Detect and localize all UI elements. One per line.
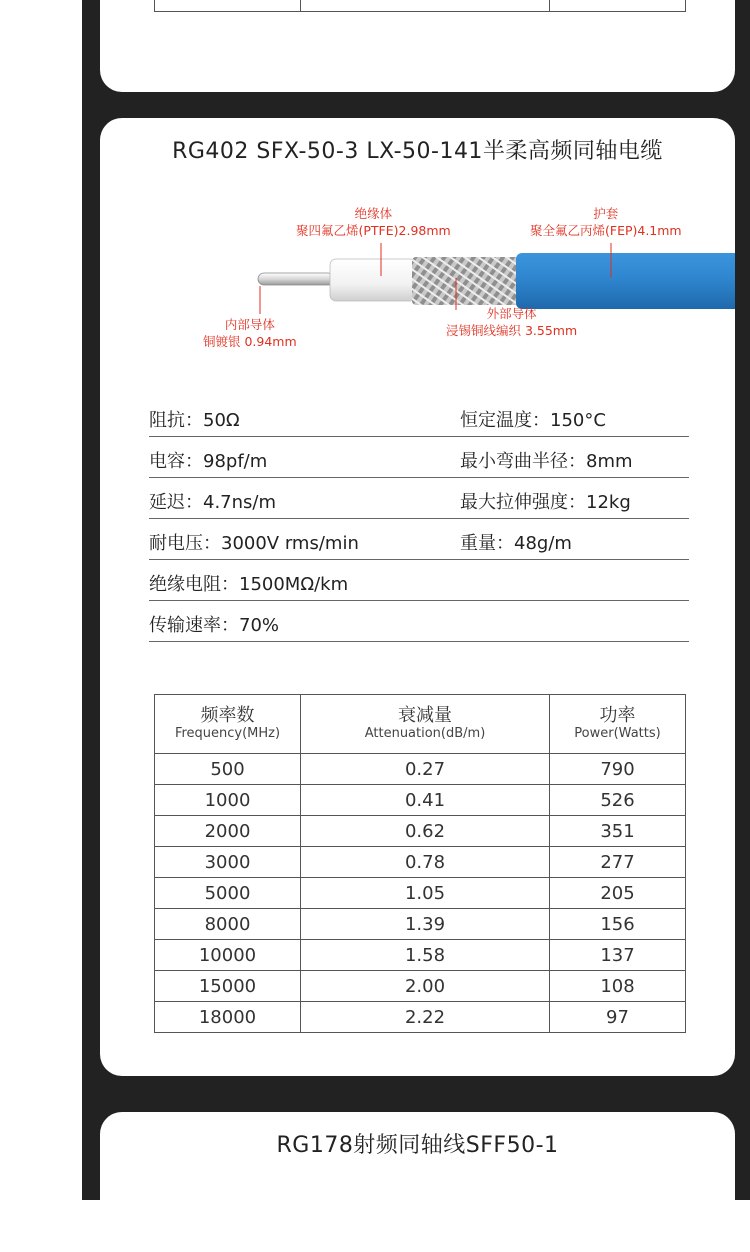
outer-conductor-label-spec: 浸锡铜线编织 3.55mm bbox=[446, 322, 578, 338]
properties-list bbox=[149, 396, 689, 642]
header-frequency-cn: 频率数 bbox=[200, 705, 255, 727]
product-card-rg402 bbox=[100, 118, 735, 1076]
previous-product-card bbox=[100, 0, 735, 92]
property-tensile-strength: 最大拉伸强度：12kg bbox=[460, 492, 631, 513]
table-cell: 0.78 bbox=[301, 847, 550, 878]
table-row bbox=[155, 785, 686, 816]
insulation-layer bbox=[330, 259, 416, 301]
insulation-label-name: 绝缘体 bbox=[354, 206, 393, 221]
inner-conductor-label-name: 内部导体 bbox=[224, 317, 275, 332]
inner-conductor-label bbox=[203, 317, 297, 351]
next-product-title: RG178射频同轴线SFF50-1 bbox=[276, 1133, 559, 1158]
header-attenuation-en: Attenuation(dB/m) bbox=[364, 725, 486, 741]
table-cell: 500 bbox=[155, 754, 301, 785]
property-temperature: 恒定温度：150°C bbox=[460, 410, 606, 431]
property-weight: 重量：48g/m bbox=[460, 533, 572, 554]
property-row bbox=[149, 560, 689, 601]
property-capacitance: 电容：98pf/m bbox=[149, 451, 268, 472]
property-velocity: 传输速率：70% bbox=[149, 615, 280, 636]
table-cell: 10000 bbox=[155, 940, 301, 971]
jacket-layer bbox=[516, 253, 735, 309]
jacket-label-name: 护套 bbox=[593, 206, 619, 221]
table-cell: 2.00 bbox=[301, 971, 550, 1002]
property-voltage: 耐电压：3000V rms/min bbox=[149, 533, 359, 554]
property-row bbox=[149, 396, 689, 437]
inner-conductor bbox=[258, 273, 334, 285]
table-row bbox=[155, 1002, 686, 1033]
table-row bbox=[155, 754, 686, 785]
table-row bbox=[155, 847, 686, 878]
next-product-card bbox=[100, 1112, 735, 1252]
table-cell: 526 bbox=[550, 785, 686, 816]
table-cell: 3000 bbox=[155, 847, 301, 878]
table-cell: 790 bbox=[550, 754, 686, 785]
previous-spec-table bbox=[154, 0, 686, 12]
header-frequency bbox=[155, 695, 301, 754]
table-row bbox=[155, 878, 686, 909]
table-cell bbox=[301, 0, 550, 12]
spec-table bbox=[154, 694, 686, 1033]
product-title: RG402 SFX-50-3 LX-50-141半柔高频同轴电缆 bbox=[172, 139, 663, 164]
table-cell: 15000 bbox=[155, 971, 301, 1002]
table-cell bbox=[155, 0, 301, 12]
table-cell: 0.62 bbox=[301, 816, 550, 847]
table-cell: 1000 bbox=[155, 785, 301, 816]
header-frequency-en: Frequency(MHz) bbox=[174, 725, 281, 741]
table-cell: 1.39 bbox=[301, 909, 550, 940]
header-power bbox=[550, 695, 686, 754]
jacket-label bbox=[530, 206, 682, 240]
table-cell bbox=[550, 0, 686, 12]
table-header-row bbox=[155, 695, 686, 754]
header-attenuation bbox=[301, 695, 550, 754]
outer-conductor-braid bbox=[412, 257, 520, 305]
table-row bbox=[155, 0, 686, 12]
table-cell: 5000 bbox=[155, 878, 301, 909]
table-cell: 2000 bbox=[155, 816, 301, 847]
table-cell: 1.58 bbox=[301, 940, 550, 971]
header-power-en: Power(Watts) bbox=[574, 725, 661, 741]
inner-conductor-label-spec: 铜镀银 0.94mm bbox=[203, 333, 297, 349]
property-insulation-resistance: 绝缘电阻：1500MΩ/km bbox=[149, 574, 349, 595]
property-row bbox=[149, 478, 689, 519]
property-row bbox=[149, 601, 689, 642]
outer-conductor-label bbox=[446, 306, 577, 340]
property-row bbox=[149, 437, 689, 478]
table-row bbox=[155, 816, 686, 847]
property-delay: 延迟：4.7ns/m bbox=[149, 492, 277, 513]
table-cell: 0.27 bbox=[301, 754, 550, 785]
cable-cross-section-diagram bbox=[100, 118, 735, 378]
property-row bbox=[149, 519, 689, 560]
table-cell: 156 bbox=[550, 909, 686, 940]
table-cell: 1.05 bbox=[301, 878, 550, 909]
insulation-label-spec: 聚四氟乙烯(PTFE)2.98mm bbox=[296, 222, 451, 238]
table-row bbox=[155, 940, 686, 971]
outer-conductor-label-name: 外部导体 bbox=[486, 306, 537, 321]
table-cell: 137 bbox=[550, 940, 686, 971]
table-cell: 8000 bbox=[155, 909, 301, 940]
table-row bbox=[155, 971, 686, 1002]
header-attenuation-cn: 衰减量 bbox=[398, 705, 452, 727]
table-cell: 0.41 bbox=[301, 785, 550, 816]
table-cell: 97 bbox=[550, 1002, 686, 1033]
table-cell: 18000 bbox=[155, 1002, 301, 1033]
table-cell: 277 bbox=[550, 847, 686, 878]
header-power-cn: 功率 bbox=[599, 705, 636, 727]
jacket-label-spec: 聚全氟乙丙烯(FEP)4.1mm bbox=[530, 222, 682, 238]
table-cell: 205 bbox=[550, 878, 686, 909]
table-cell: 108 bbox=[550, 971, 686, 1002]
table-cell: 351 bbox=[550, 816, 686, 847]
table-row bbox=[155, 909, 686, 940]
property-bend-radius: 最小弯曲半径：8mm bbox=[460, 451, 633, 472]
insulation-label bbox=[296, 206, 451, 240]
table-cell: 2.22 bbox=[301, 1002, 550, 1033]
property-impedance: 阻抗：50Ω bbox=[149, 410, 240, 431]
